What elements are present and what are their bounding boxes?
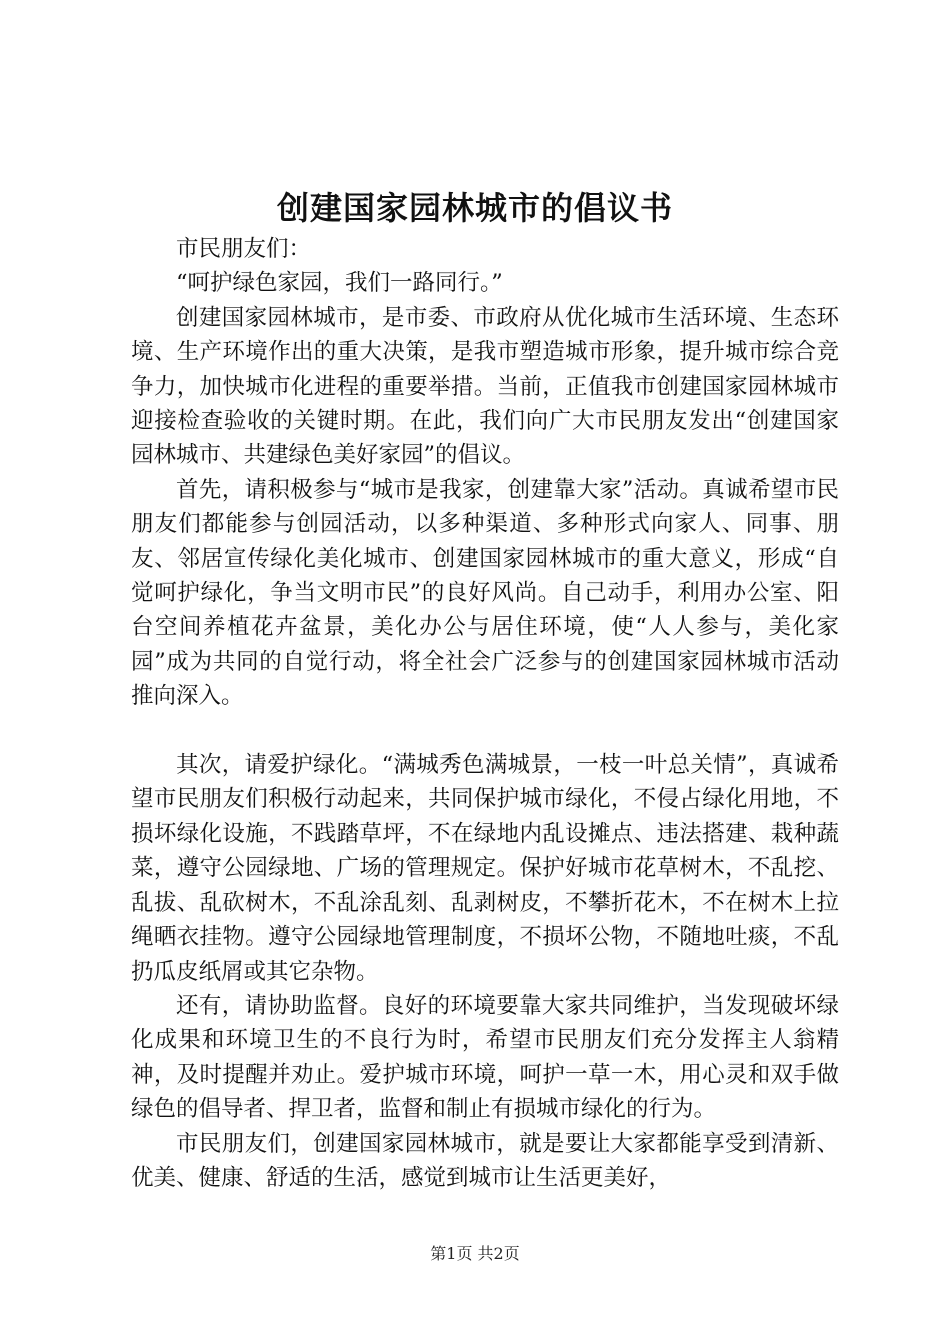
paragraph-closing: 市民朋友们，创建国家园林城市，就是要让大家都能享受到清新、优美、健康、舒适的生活，感觉到城市让生活更美好， — [131, 1130, 839, 1191]
paragraph-second: 其次，请爱护绿化。“满城秀色满城景，一枝一叶总关情”，真诚希望市民朋友们积极行动起来，共同保护城市绿化，不侵占绿化用地，不损坏绿化设施，不践踏草坪，不在绿地内乱设摊点、违法搭建、栽种蔬菜，遵守公园绿地、广场的管理规定。保护好城市花草树木，不乱挖、乱拔、乱砍树木，不乱涂乱刻、乱剥树皮，不攀折花木，不在树木上拉绳晒衣挂物。遵守公园绿地管理制度，不损坏公物，不随地吐痰，不乱扔瓜皮纸屑或其它杂物。 — [131, 752, 839, 985]
slogan: “呵护绿色家园，我们一路同行。” — [176, 270, 503, 297]
salutation: 市民朋友们： — [176, 236, 312, 262]
document-body — [131, 232, 839, 1195]
paragraph-first: 首先，请积极参与“城市是我家，创建靠大家”活动。真诚希望市民朋友们都能参与创园活动，以多种渠道、多种形式向家人、同事、朋友、邻居宣传绿化美化城市、创建国家园林城市的重大意义，形成“自觉呵护绿化，争当文明市民”的良好风尚。自己动手，利用办公室、阳台空间养植花卉盆景，美化办公与居住环境，使“人人参与，美化家园”成为共同的自觉行动，将全社会广泛参与的创建国家园林城市活动推向深入。 — [131, 476, 839, 710]
page-footer: 第1页 共2页 — [430, 1244, 520, 1263]
document-title: 创建国家园林城市的倡议书 — [276, 189, 673, 227]
paragraph-intro: 创建国家园林城市，是市委、市政府从优化城市生活环境、生态环境、生产环境作出的重大决策，是我市塑造城市形象，提升城市综合竞争力，加快城市化进程的重要举措。当前，正值我市创建国家园林城市迎接检查验收的关键时期。在此，我们向广大市民朋友发出“创建国家园林城市、共建绿色美好家园”的倡议。 — [131, 304, 839, 469]
paragraph-third: 还有，请协助监督。良好的环境要靠大家共同维护，当发现破坏绿化成果和环境卫生的不良行为时，希望市民朋友们充分发挥主人翁精神，及时提醒并劝止。爱护城市环境，呵护一草一木，用心灵和双手做绿色的倡导者、捍卫者，监督和制止有损城市绿化的行为。 — [131, 992, 839, 1123]
